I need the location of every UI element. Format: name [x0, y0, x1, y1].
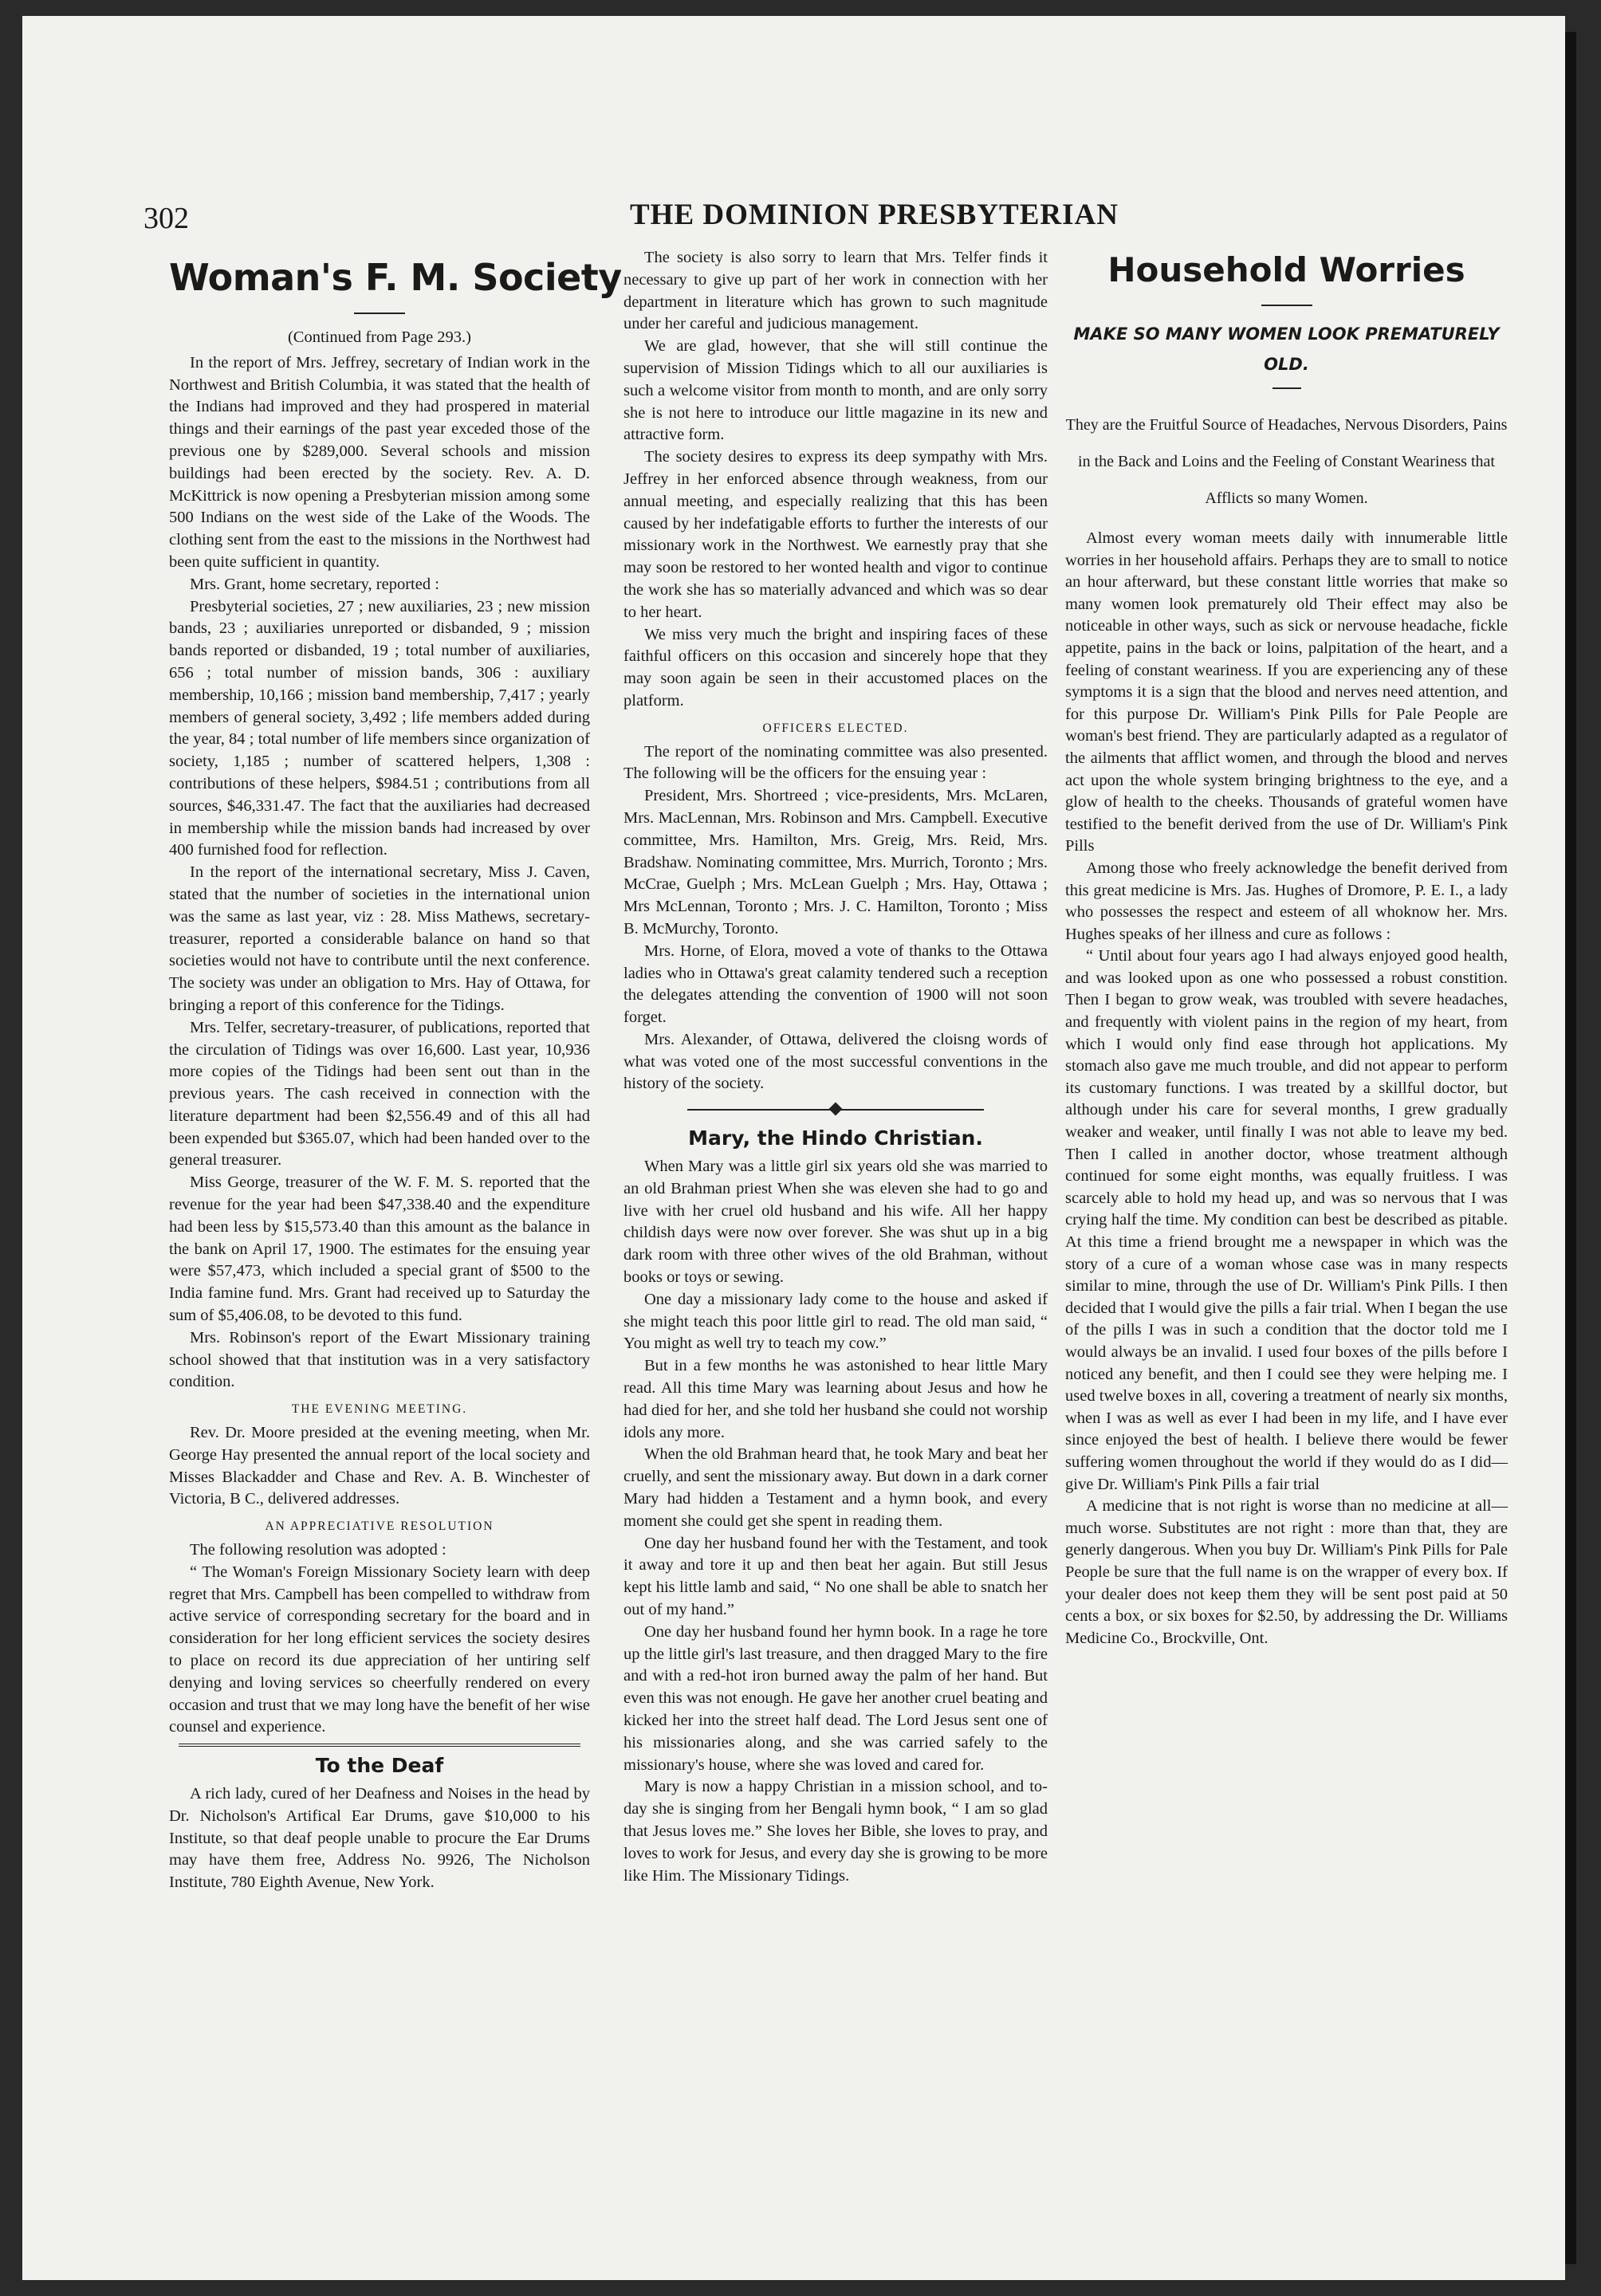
column-society-continued	[623, 247, 1048, 1887]
paragraph: A medicine that is not right is worse than no medicine at all—much worse. Substitutes are not right : more than that, they are generly dangerous. When you buy Dr. William's Pink Pills for Pale People be sure that the full name is on the wrapper of every box. If your dealer does not keep them they will be sent post paid at 50 cents a box, or six boxes for $2.50, by addressing the Dr. Williams Medicine Co., Brockville, Ont.	[1065, 1497, 1508, 1647]
paragraph: Rev. Dr. Moore presided at the evening meeting, when Mr. George Hay presented the annual report of the local society and Misses Blackadder and Chase and Rev. A. B. Winchester of Victoria, B C., delivered addresses.	[169, 1424, 590, 1508]
paragraph: The following resolution was adopted :	[190, 1541, 446, 1559]
paragraph: “ The Woman's Foreign Missionary Society learn with deep regret that Mrs. Campbell has been compelled to withdraw from active service of corresponding secretary for the board and in consideration for her long efficient services the society desires to place on record its due appreciation of her untiring self denying and loving services so cheerfully rendered on every occasion and trust that we may long have the benefit of her wise counsel and experience.	[169, 1563, 590, 1736]
paragraph: Mrs. Alexander, of Ottawa, delivered the cloisng words of what was voted one of the most successful conventions in the history of the society.	[623, 1030, 1048, 1093]
paragraph: Mrs. Robinson's report of the Ewart Missionary training school showed that that institution was in a very satisfactory condition.	[169, 1328, 590, 1391]
paragraph: Mrs. Telfer, secretary-treasurer, of publications, reported that the circulation of Tidings was over 16,600. Last year, 10,936 more copies of the Tidings had been sent out than in the previous years. The cash received in connection with the literature department had been $2,556.49 and of this all had been expended but $365.07, which had been handed over to the general treasurer.	[169, 1018, 590, 1170]
paragraph: But in a few months he was astonished to hear little Mary read. All this time Mary was learning about Jesus and how he had died for her, and she told her husband she could not worship idols any more.	[623, 1357, 1048, 1441]
continued-note: (Continued from Page 293.)	[287, 328, 471, 346]
title-rule	[1261, 305, 1312, 306]
paragraph: The society is also sorry to learn that Mrs. Telfer finds it necessary to give up part of her work in connection with her department in literature which has grown to such magnitude under her careful and judicious management.	[623, 249, 1048, 333]
article-title-household-worries: Household Worries	[1107, 250, 1465, 289]
paragraph: Presbyterial societies, 27 ; new auxiliaries, 23 ; new mission bands, 23 ; auxiliaries unreported or disbanded, 9 ; mission bands reported or disbanded, 19 ; total number of auxiliaries, 656 ; total number of mission bands, 306 : auxiliary membership, 10,166 ; mission band membership, 7,417 ; yearly members of general society, 3,492 ; life members added during the year, 84 ; total number of life members since organization of society, 1,185 ; number of scattered helpers, 1,308 : contributions of these helpers, $984.51 ; contributions from all sources, $46,331.47. The fact that the auxiliaries had decreased in membership while the mission bands had increased by over 400 furnished food for reflection.	[169, 597, 590, 859]
paragraph: Almost every woman meets daily with innumerable little worries in her household affairs. Perhaps they are to small to notice an hour afterward, but these constant little worries that make so many women look prematurely old Their effect may also be noticeable in other ways, such as sick or nervouse headache, fickle appetite, pains in the back or loins, palpitation of the heart, and a feeling of constant weariness. If you are experiencing any of these symptoms it is a sign that the blood and nerves need attention, and for this purpose Dr. William's Pink Pills for Pale People are woman's best friend. They are particularly adapted as a regulator of the ailments that afflict women, and through the blood and nerves act upon the whole system bringing brightness to the eye, and a glow of health to the cheeks. Thousands of grateful women have testified to the benefit derived from the use of Dr. William's Pink Pills	[1065, 529, 1508, 855]
paragraph: Among those who freely acknowledge the benefit derived from this great medicine is Mrs. Jas. Hughes of Dromore, P. E. I., a lady who possesses the respect and esteem of all whoknow her. Mrs. Hughes speaks of her illness and cure as follows :	[1065, 859, 1508, 943]
section-heading-resolution: AN APPRECIATIVE RESOLUTION	[265, 1520, 494, 1534]
column-household-worries	[1065, 247, 1508, 1649]
paragraph: Mary is now a happy Christian in a mission school, and to-day she is singing from her Bengali hymn book, “ I am so glad that Jesus loves me.” She loves her Bible, she loves to pray, and loves to work for Jesus, and every day she is growing to be more like Him. The Missionary Tidings.	[623, 1778, 1048, 1885]
paragraph: In the report of Mrs. Jeffrey, secretary of Indian work in the Northwest and British Columbia, it was stated that the health of the Indians had improved and they had prospered in material things and their earnings of the past year exceded those of the previous one by $289,000. Several schools and mission buildings had been erected by the society. Rev. A. D. McKittrick is now opening a Presbyterian mission among some 500 Indians on the west side of the Lake of the Woods. The clothing sent from the east to the missions in the Northwest had been quite sufficient in quantity.	[169, 353, 590, 571]
diamond-divider	[687, 1103, 984, 1116]
article-subtitle: MAKE SO MANY WOMEN LOOK PREMATURELY OLD.	[1073, 324, 1500, 374]
paragraph: The society desires to express its deep sympathy with Mrs. Jeffrey in her enforced absence through weakness, from our annual meeting, and especially realizing that this has been caused by her indefatigable efforts to further the interests of our missionary work in the Northwest. We earnestly pray that she may soon be restored to her wonted health and vigor to continue the work she has so materially advanced and which was so dear to her heart.	[623, 448, 1048, 621]
paragraph: We miss very much the bright and inspiring faces of these faithful officers on this occasion and sincerely hope that they may soon again be seen in their accustomed places on the platform.	[623, 625, 1048, 710]
paragraph: In the report of the international secretary, Miss J. Caven, stated that the number of societies in the international union was the same as last year, viz : 28. Miss Mathews, secretary-treasurer, reported a considerable balance on hand so that societies would not have to contribute until the next conference. The society was under an obligation to Mrs. Hay of Ottawa, for bringing a report of this conference for the Tidings.	[169, 863, 590, 1014]
article-title-mary: Mary, the Hindo Christian.	[688, 1126, 983, 1150]
paragraph: One day her husband found her with the Testament, and took it away and tore it up and then beat her again. But still Jesus kept his little lamb and said, “ No one shall be able to snatch her out of my hand.”	[623, 1534, 1048, 1619]
journal-title: THE DOMINION PRESBYTERIAN	[630, 199, 1119, 231]
column-womans-fm-society	[169, 247, 622, 1894]
article-lead: They are the Fruitful Source of Headaches, Nervous Disorders, Pains in the Back and Loins and the Feeling of Constant Weariness that Afflicts so many Women.	[1065, 416, 1508, 507]
section-divider	[179, 1744, 580, 1747]
ad-text-to-the-deaf: A rich lady, cured of her Deafness and Noises in the head by Dr. Nicholson's Artifical Ear Drums, gave $10,000 to his Institute, so that deaf people unable to procure the Ear Drums may have them free, Address No. 9926, The Nicholson Institute, 780 Eighth Avenue, New York.	[169, 1785, 590, 1892]
ad-title-to-the-deaf: To the Deaf	[315, 1754, 444, 1778]
page-number: 302	[144, 202, 189, 235]
paragraph: The report of the nominating committee was also presented. The following will be the officers for the ensuing year :	[623, 742, 1048, 783]
paragraph: One day a missionary lady come to the house and asked if she might teach this poor little girl to read. The old man said, “ You might as well try to teach my cow.”	[623, 1290, 1048, 1353]
section-heading-evening-meeting: THE EVENING MEETING.	[291, 1402, 468, 1417]
paragraph: “ Until about four years ago I had always enjoyed good health, and was looked upon as one who possessed a robust constition. Then I began to grow weak, was troubled with severe headaches, and frequently with violent pains in the region of my heart, from which I would only find ease through hot applications. My stomach also gave me much trouble, and did not appear to perform its customary functions. I was treated by a skillful doctor, but although under his care for several months, I grew gradually weaker and weaker, until finally I was not able to leave my bed. Then I called in another doctor, whose treatment although continued for some eight months, was equally fruitless. I was scarcely able to hold my head up, and was so nervous that I was crying half the time. My condition can best be described as pitable. At this time a friend brought me a newspaper in which was the story of a cure of a woman whose case was in many respects similar to mine, through the use of Dr. William's Pink Pills. I then decided that I would give the pills a fair trial. When I began the use of the pills I was in such a condition that the doctor told me I would always be an invalid. I used four boxes of the pills before I noticed any benefit, and then I could see they were helping me. I used twelve boxes in all, covering a treatment of nearly six months, when I was as well as ever I had been in my life, and I have ever since enjoyed the best of health. I believe there would be fewer suffering women throughout the world if they would do as I did—give Dr. William's Pink Pills a fair trial	[1065, 947, 1508, 1493]
paragraph: One day her husband found her hymn book. In a rage he tore up the little girl's last treasure, and then dragged Mary to the fire and with a red-hot iron burned away the palm of her hand. But even this was not enough. He gave her another cruel beating and kicked her into the street half dead. The Lord Jesus sent one of his missionaries along, and she was carried safely to the missionary's house, where she was loved and cared for.	[623, 1622, 1048, 1774]
paragraph: President, Mrs. Shortreed ; vice-presidents, Mrs. McLaren, Mrs. MacLennan, Mrs. Robinson and Mrs. Campbell. Executive committee, Mrs. Hamilton, Mrs. Greig, Mrs. Reid, Mrs. Bradshaw. Nominating committee, Mrs. Murrich, Toronto ; Mrs. McCrae, Guelph ; Mrs. McLean Guelph ; Mrs. Hay, Ottawa ; Mrs McLennan, Toronto ; Mrs. J. C. Hamilton, Toronto ; Miss B. McMurchy, Toronto.	[623, 787, 1048, 938]
diamond-ornament-icon	[829, 1103, 843, 1116]
subtitle-rule	[1273, 387, 1301, 389]
paragraph: Mrs. Grant, home secretary, reported :	[190, 575, 439, 593]
title-rule	[354, 313, 405, 314]
paragraph: Mrs. Horne, of Elora, moved a vote of thanks to the Ottawa ladies who in Ottawa's great calamity tendered such a reception the delegates attending the convention of 1900 will not soon forget.	[623, 942, 1048, 1027]
article-title-womans-fm-society: Woman's F. M. Society	[169, 256, 622, 299]
section-heading-officers-elected: OFFICERS ELECTED.	[762, 721, 909, 735]
page-edge-shadow	[1565, 32, 1576, 2264]
paragraph: When Mary was a little girl six years old she was married to an old Brahman priest When she was eleven she had to go and live with her cruel old husband and his wife. All her happy childish days were now over forever. She was shut up in a big dark room with three other wives of the old Brahman, without books or toys or sewing.	[623, 1158, 1048, 1287]
paragraph: When the old Brahman heard that, he took Mary and beat her cruelly, and sent the missionary away. But down in a dark corner Mary had hidden a Testament and a hymn book, and every moment she could get she spent in reading them.	[623, 1445, 1048, 1530]
paragraph: We are glad, however, that she will still continue the supervision of Mission Tidings which to all our auxiliaries is such a welcome visitor from month to month, and are only sorry she is not here to introduce our little magazine in its new and attractive form.	[623, 337, 1048, 444]
page-header	[144, 190, 1119, 246]
paragraph: Miss George, treasurer of the W. F. M. S. reported that the revenue for the year had been $47,338.40 and the expenditure had been less by $15,573.40 than this amount as the balance in the bank on April 17, 1900. The estimates for the ensuing year were $57,473, which included a special grant of $500 to the India famine fund. Mrs. Grant had received up to Saturday the sum of $5,406.08, to be devoted to this fund.	[169, 1174, 590, 1325]
